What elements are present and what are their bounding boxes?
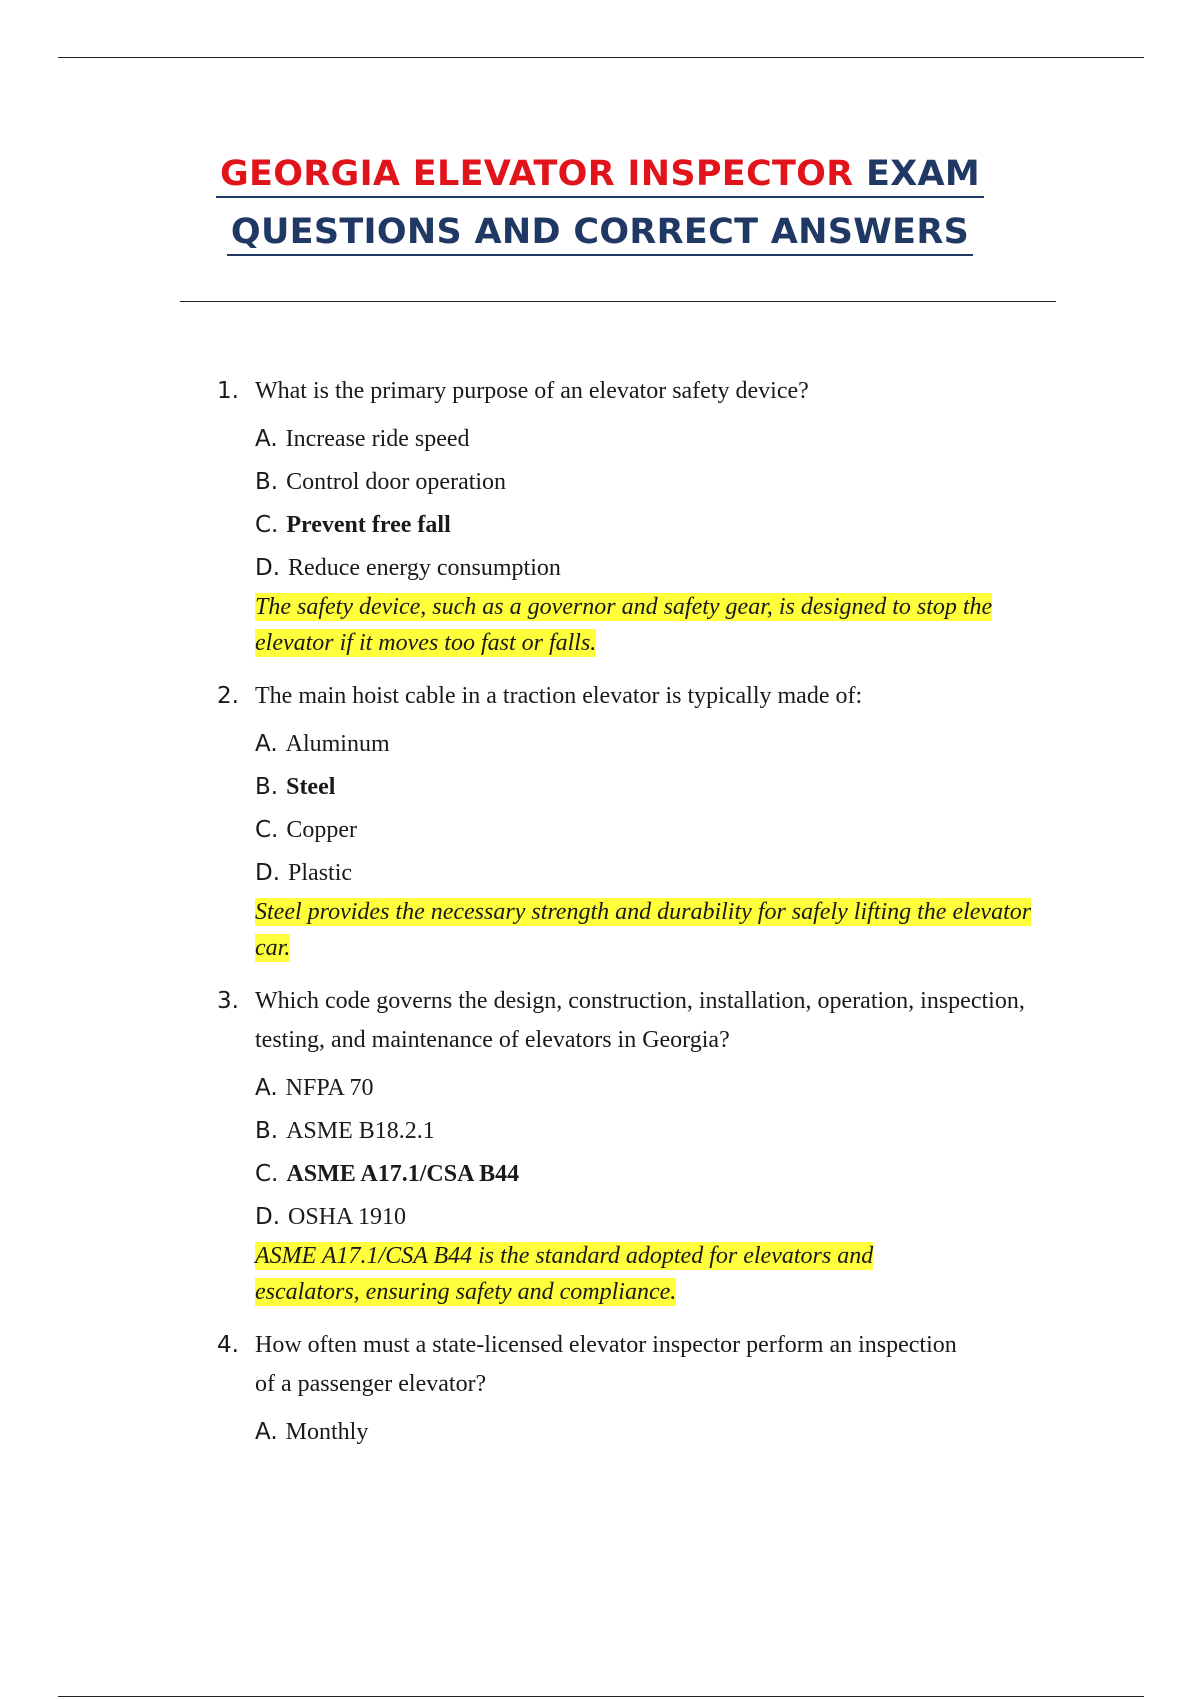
option-a (217, 424, 1077, 454)
option-letter: A. (255, 426, 278, 452)
option-text: Increase ride speed (285, 426, 470, 452)
answer-explanation (217, 589, 1055, 661)
option-letter: B. (255, 774, 279, 800)
question-stem (217, 677, 1095, 716)
question-list (217, 372, 1077, 1463)
question-4 (217, 1326, 1077, 1447)
question-number: 2. (217, 683, 239, 709)
document-title (0, 148, 1200, 264)
option-c-correct-answer (217, 1159, 1077, 1189)
title-red-part: GEORGIA ELEVATOR INSPECTOR (220, 154, 854, 194)
option-text: Monthly (285, 1419, 369, 1445)
option-a (217, 1417, 1077, 1447)
answer-explanation (217, 1238, 975, 1310)
option-letter: D. (255, 555, 281, 581)
explanation-highlight: Steel provides the necessary strength and durability for safely lifting the elevator car. (255, 899, 1032, 961)
question-number: 4. (217, 1332, 239, 1358)
option-text: Control door operation (286, 469, 507, 495)
question-number: 3. (217, 988, 239, 1014)
option-letter: B. (255, 1118, 279, 1144)
question-3 (217, 982, 1077, 1310)
question-stem (217, 1326, 975, 1404)
question-2 (217, 677, 1077, 966)
question-stem (217, 982, 1075, 1060)
question-number: 1. (217, 378, 239, 404)
option-text: Plastic (288, 860, 353, 886)
title-navy-part: EXAM (865, 154, 980, 194)
question-text: The main hoist cable in a traction elevator is typically made of: (255, 683, 863, 709)
question-stem (217, 372, 1015, 411)
option-letter: A. (255, 1419, 278, 1445)
option-b-correct-answer (217, 772, 1077, 802)
option-d (217, 858, 1077, 888)
option-text: OSHA 1910 (288, 1204, 407, 1230)
option-c (217, 815, 1077, 845)
option-text: ASME A17.1/CSA B44 (286, 1161, 520, 1187)
option-letter: A. (255, 731, 278, 757)
option-text: Aluminum (285, 731, 390, 757)
option-c-correct-answer (217, 510, 1077, 540)
top-rule (58, 57, 1144, 58)
option-letter: D. (255, 1204, 281, 1230)
title-divider (180, 301, 1056, 302)
option-a (217, 1073, 1077, 1103)
option-a (217, 729, 1077, 759)
option-text: NFPA 70 (285, 1075, 374, 1101)
option-d (217, 1202, 1077, 1232)
option-letter: A. (255, 1075, 278, 1101)
option-text: Reduce energy consumption (288, 555, 561, 581)
option-letter: D. (255, 860, 281, 886)
option-d (217, 553, 1077, 583)
option-text: Copper (286, 817, 358, 843)
option-letter: C. (255, 1161, 279, 1187)
title-line-2: QUESTIONS AND CORRECT ANSWERS (227, 210, 973, 256)
title-line-1 (216, 152, 984, 198)
option-b (217, 1116, 1077, 1146)
answer-explanation (217, 894, 1055, 966)
option-text: Prevent free fall (286, 512, 451, 538)
question-text: What is the primary purpose of an elevator safety device? (255, 378, 809, 404)
option-b (217, 467, 1077, 497)
option-letter: C. (255, 512, 279, 538)
explanation-highlight: ASME A17.1/CSA B44 is the standard adopted for elevators and escalators, ensuring safety and compliance. (255, 1243, 874, 1305)
bottom-rule (58, 1696, 1144, 1697)
question-text: Which code governs the design, construction, installation, operation, inspection, testing, and maintenance of elevators in Georgia? (255, 988, 1025, 1053)
explanation-highlight: The safety device, such as a governor and safety gear, is designed to stop the elevator if it moves too fast or falls. (255, 594, 993, 656)
option-letter: B. (255, 469, 279, 495)
question-text: How often must a state-licensed elevator inspector perform an inspection of a passenger elevator? (255, 1332, 957, 1397)
option-text: ASME B18.2.1 (286, 1118, 435, 1144)
option-letter: C. (255, 817, 279, 843)
option-text: Steel (286, 774, 336, 800)
question-1 (217, 372, 1077, 661)
